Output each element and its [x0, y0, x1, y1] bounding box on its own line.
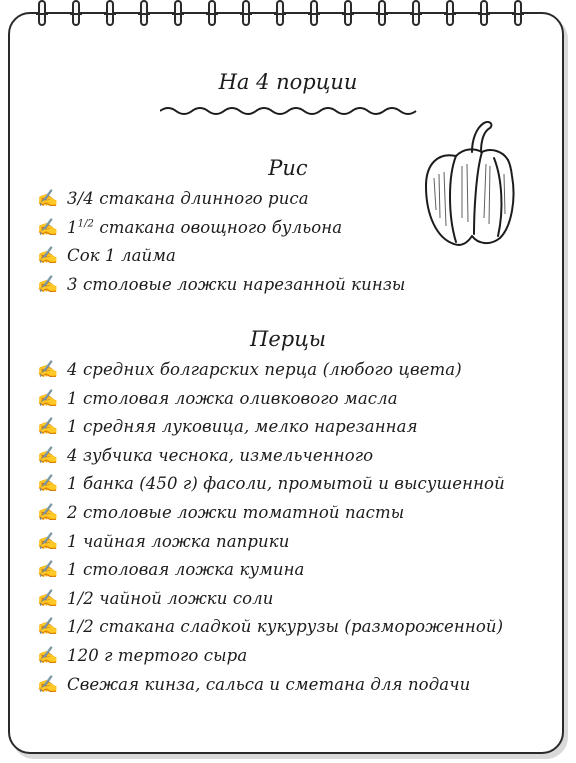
list-item: ✍ 3 столовые ложки нарезанной кинзы	[37, 271, 405, 300]
list-item: ✍ 4 средних болгарских перца (любого цвета)	[37, 356, 505, 385]
pen-bullet-icon: ✍	[37, 674, 59, 695]
list-item: ✍ 1 столовая ложка оливкового масла	[37, 385, 505, 414]
list-item: ✍ 1 чайная ложка паприки	[37, 528, 505, 557]
pen-bullet-icon: ✍	[37, 360, 59, 380]
list-item: ✍ $1^{1/2}$ стакана овощного бульона	[37, 214, 405, 243]
binding-ring	[38, 0, 46, 26]
rice-ingredient-list	[37, 185, 405, 299]
pen-bullet-icon: ✍	[37, 189, 59, 209]
pen-bullet-icon: ✍	[37, 445, 59, 466]
binding-ring	[412, 0, 420, 26]
list-item: ✍ 1 средняя луковица, мелко нарезанная	[37, 413, 505, 442]
pen-bullet-icon: ✍	[37, 617, 59, 638]
pen-bullet-icon: ✍	[37, 474, 59, 495]
pen-bullet-icon: ✍	[37, 645, 59, 666]
peppers-section-title: Перцы	[250, 327, 326, 351]
pen-bullet-icon: ✍	[37, 246, 59, 267]
bell-pepper-icon	[412, 118, 522, 253]
pen-bullet-icon: ✍	[37, 217, 59, 238]
wavy-divider	[160, 101, 420, 121]
pen-bullet-icon: ✍	[37, 417, 59, 438]
binding-ring	[480, 0, 488, 26]
binding-ring	[276, 0, 284, 26]
peppers-ingredient-list	[37, 356, 505, 699]
spiral-binding	[24, 0, 554, 30]
binding-ring	[140, 0, 148, 26]
binding-ring	[106, 0, 114, 26]
pen-bullet-icon: ✍	[37, 560, 59, 581]
binding-ring	[242, 0, 250, 26]
pen-bullet-icon: ✍	[37, 531, 59, 552]
binding-ring	[310, 0, 318, 26]
list-item: ✍ 1 столовая ложка кумина	[37, 556, 505, 585]
list-item: ✍ 3/4 стакана длинного риса	[37, 185, 405, 214]
binding-ring	[208, 0, 216, 26]
binding-ring	[72, 0, 80, 26]
binding-ring	[514, 0, 522, 26]
pen-bullet-icon: ✍	[37, 588, 59, 609]
servings-heading: На 4 порции	[218, 70, 358, 94]
list-item: ✍ 1 банка (450 г) фасоли, промытой и высушенной	[37, 470, 505, 499]
binding-ring	[378, 0, 386, 26]
list-item: ✍ 120 г тертого сыра	[37, 642, 505, 671]
pen-bullet-icon: ✍	[37, 274, 59, 295]
rice-section-title: Рис	[268, 156, 308, 180]
list-item: ✍ 1/2 стакана сладкой кукурузы (размороженной)	[37, 613, 505, 642]
binding-ring	[344, 0, 352, 26]
list-item: ✍ Сок 1 лайма	[37, 242, 405, 271]
pen-bullet-icon: ✍	[37, 502, 59, 523]
binding-ring	[446, 0, 454, 26]
fraction: $1^{1/2}$	[67, 217, 95, 237]
list-item: ✍ 2 столовые ложки томатной пасты	[37, 499, 505, 528]
pen-bullet-icon: ✍	[37, 388, 59, 409]
binding-ring	[174, 0, 182, 26]
list-item: ✍ 1/2 чайной ложки соли	[37, 585, 505, 614]
list-item: ✍ Свежая кинза, сальса и сметана для подачи	[37, 671, 505, 700]
list-item: ✍ 4 зубчика чеснока, измельченного	[37, 442, 505, 471]
